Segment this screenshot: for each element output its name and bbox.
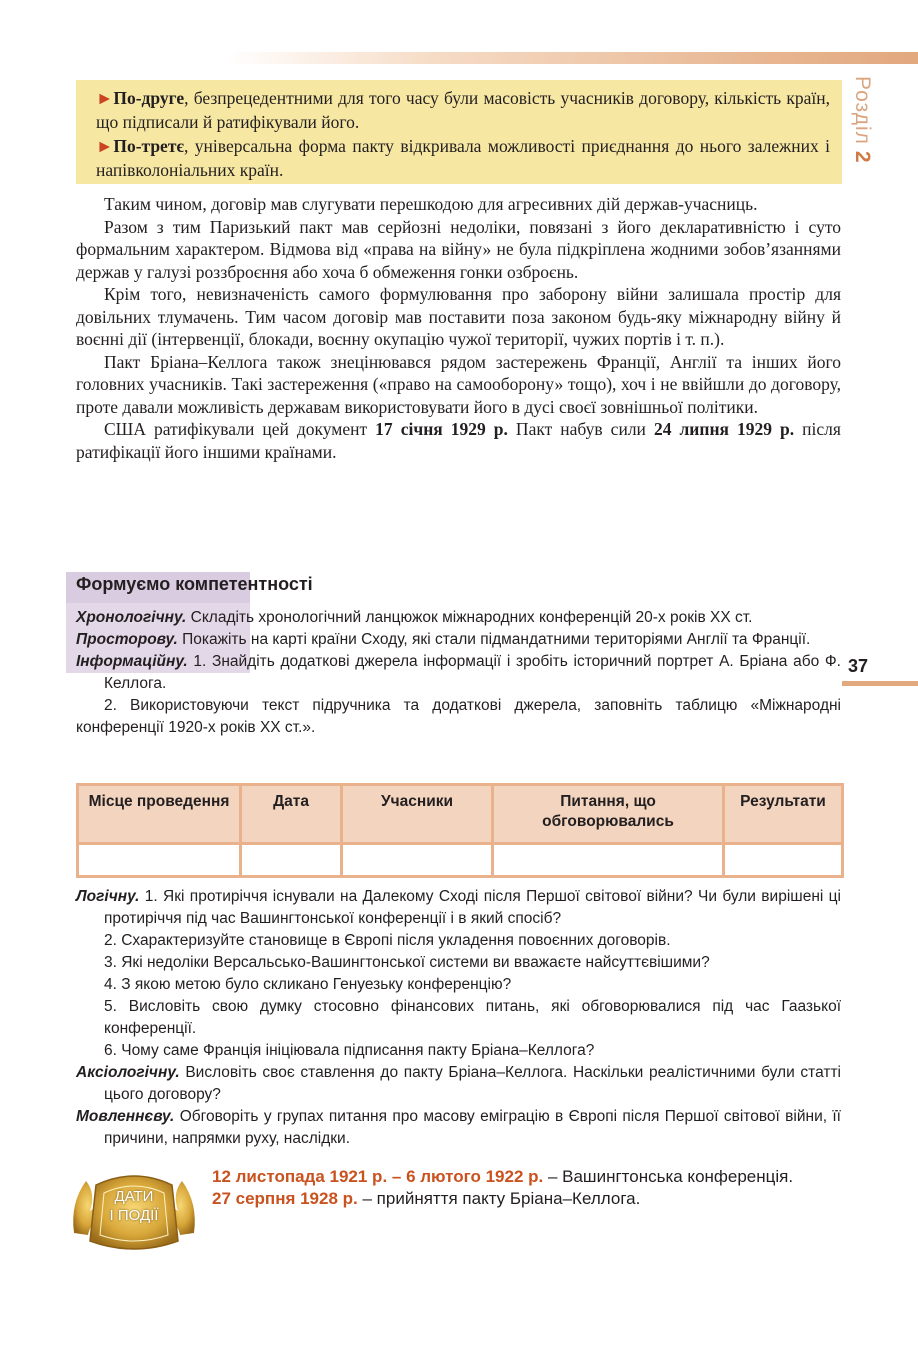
logical-question-2: 2. Схарактеризуйте становище в Європі після укладення повоєнних договорів. bbox=[104, 932, 671, 949]
top-decorative-bar bbox=[225, 52, 918, 64]
logical-question-6: 6. Чому саме Франція ініціювала підписання пакту Бріана–Келлога? bbox=[104, 1042, 595, 1059]
table-cell[interactable] bbox=[343, 845, 494, 875]
section-word: Розділ bbox=[851, 76, 874, 145]
dates-events-badge bbox=[66, 1163, 202, 1259]
table-cell[interactable] bbox=[494, 845, 725, 875]
competence-spatial: Просторову. Покажіть на карті країни Сходу, які стали підмандатними територіями Англії та Франції. bbox=[76, 631, 811, 648]
table-row bbox=[79, 845, 841, 875]
date-entry: 12 листопада 1921 р. – 6 лютого 1922 р. – Вашингтонська конференція. bbox=[212, 1167, 794, 1186]
paragraph: Разом з тим Паризький пакт мав серйозні недоліки, повязані з його декларативністю і суто формальним характером. Відмова від «права на війну» не була підкріплена жодними зобов’язаннями держав у галузі роззброєння або хоча б обмеження гонки озброєнь. bbox=[76, 216, 841, 282]
table-cell[interactable] bbox=[725, 845, 841, 875]
competence-chronological: Хронологічну. Складіть хронологічний ланцюжок міжнародних конференцій 20-х років XX ст. bbox=[76, 609, 753, 626]
key-dates bbox=[212, 1166, 840, 1210]
highlight-item-2: ►По-друге, безпрецедентними для того часу були масовість учасників договору, кількість країн, що підписали й ратифікували його. bbox=[96, 88, 830, 132]
logical-question-1: Логічну. 1. Які протиріччя існували на Далекому Сході після Першої світової війни? Чи були вирішені ці протиріччя під час Вашингтонської конференції і в який спосіб? bbox=[76, 888, 841, 927]
competence-informational: Інформаційну. 1. Знайдіть додаткові джерела інформації і зробіть історичний портрет А. Бріана або Ф. Келлога. bbox=[76, 653, 841, 692]
paragraph-ratification: США ратифікували цей документ 17 січня 1929 р. Пакт набув сили 24 липня 1929 р. після ратифікації його іншими країнами. bbox=[76, 419, 841, 462]
highlight-box bbox=[76, 80, 842, 184]
competences-heading: Формуємо компетентності bbox=[76, 574, 313, 594]
table-cell[interactable] bbox=[242, 845, 343, 875]
competence-informational-task-2: 2. Використовуючи текст підручника та додаткові джерела, заповніть таблицю «Міжнародні конференції 1920-х років XX ст.». bbox=[76, 697, 841, 736]
section-number: 2 bbox=[851, 150, 874, 164]
arrow-icon: ► bbox=[96, 88, 114, 108]
paragraph: Пакт Бріана–Келлога також знецінювався рядом застережень Франції, Англії та інших його головних учасників. Такі застереження («право на самооборону» тощо), хоч і не ввійшли до договору, проте давали можливість державам використовувати його в дусі своєї зовнішньої політики. bbox=[76, 351, 841, 417]
column-header-issues: Питання, що обговорювались bbox=[494, 786, 725, 845]
conferences-table bbox=[76, 783, 844, 871]
questions-block bbox=[76, 886, 841, 1150]
column-header-date: Дата bbox=[242, 786, 343, 845]
axiological-question: Аксіологічну. Висловіть своє ставлення до пакту Бріана–Келлога. Наскільки реалістичними були статті цього договору? bbox=[76, 1064, 841, 1103]
logical-question-5: 5. Висловіть свою думку стосовно фінансових питань, які обговорювалися під час Гаазької конференції. bbox=[104, 998, 841, 1037]
table-header-row bbox=[79, 786, 841, 845]
table-cell[interactable] bbox=[79, 845, 242, 875]
badge-label: ДАТИ І ПОДІЇ bbox=[109, 1188, 159, 1224]
section-label bbox=[846, 76, 876, 186]
page-number-tab bbox=[842, 681, 918, 686]
logical-question-4: 4. З якою метою було скликано Генуезьку конференцію? bbox=[104, 976, 512, 993]
highlight-item-3: ►По-третє, універсальна форма пакту відкривала можливості приєднання до нього залежних і напівколоніальних країн. bbox=[96, 136, 830, 180]
speech-question: Мовленнєву. Обговоріть у групах питання про масову еміграцію в Європі після Першої світової війни, її причини, напрямки руху, наслідки. bbox=[76, 1108, 841, 1147]
logical-question-3: 3. Які недоліки Версальсько-Вашингтонської системи ви вважаєте найсуттєвішими? bbox=[104, 954, 710, 971]
column-header-participants: Учасники bbox=[343, 786, 494, 845]
paragraph: Крім того, невизначеність самого формулювання про заборону війни залишала простір для довільних тлумачень. Тим часом договір мав поставити поза законом будь-яку міжнародну війну й воєнні дії (інтервенції, блокади, воєнну окупацію чужої території, чужих портів і т. п.). bbox=[76, 284, 841, 349]
column-header-place: Місце проведення bbox=[79, 786, 242, 845]
paragraph: Таким чином, договір мав слугувати перешкодою для агресивних дій держав-учасниць. bbox=[104, 194, 758, 214]
competences-block bbox=[76, 607, 841, 739]
main-text bbox=[76, 193, 841, 463]
page-number: 37 bbox=[848, 656, 869, 676]
date-entry: 27 серпня 1928 р. – прийняття пакту Бріана–Келлога. bbox=[212, 1189, 641, 1208]
column-header-results: Результати bbox=[725, 786, 841, 845]
arrow-icon: ► bbox=[96, 136, 114, 156]
